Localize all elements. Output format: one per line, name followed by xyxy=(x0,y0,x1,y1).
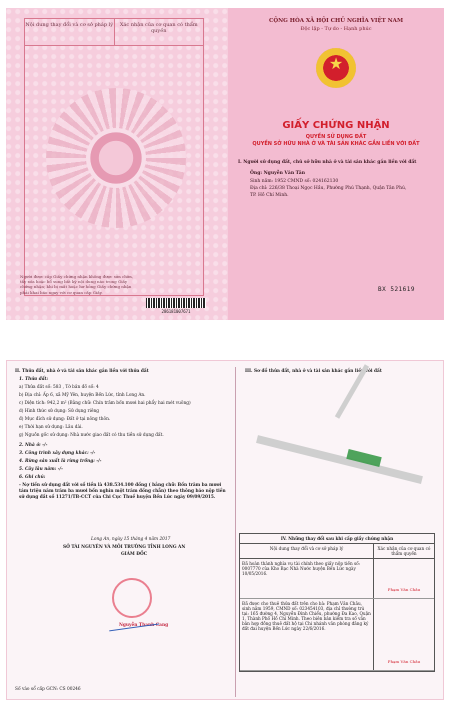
change-1-confirm: Phạm Văn Châu xyxy=(387,587,421,592)
national-emblem-icon: ★ xyxy=(316,48,356,88)
change-2-text: Đã được cho thuê thửa đất trên cho bà: Phạm Văn Châu, sinh năm 1959, CMND số: 023454103, địa chỉ thường trú tại: 165 đường 4, Nguyễn Đình Chiểu, phường Đa Kao, Quận 1, Thành Phố Hồ Chí Minh. Theo biên bản kiểm tra số văn bản hợp đồng thuê đất hộ tại Chi nhánh văn phòng đăng ký đất đai huyện Bến Lức ngày 22/6/2016. xyxy=(240,599,374,670)
nation-name: CỘNG HÒA XÃ HỘI CHỦ NGHĨA VIỆT NAM xyxy=(268,18,404,24)
house-line: 2. Nhà ở: -/- xyxy=(19,443,48,448)
signer-name: Nguyễn Thanh Cang xyxy=(119,623,169,628)
cover-front-panel xyxy=(228,8,444,320)
nation-motto: Độc lập - Tự do - Hạnh phúc xyxy=(300,26,372,32)
barcode-icon xyxy=(146,298,206,308)
building-line: 3. Công trình xây dựng khác: -/- xyxy=(19,451,96,456)
signer-position: GIÁM ĐỐC xyxy=(121,552,148,557)
crop-line: 5. Cây lâu năm: -/- xyxy=(19,467,63,472)
guilloche-center xyxy=(86,128,146,188)
changes-header-right: Xác nhận của cơ quan có thẩm quyền xyxy=(119,22,198,34)
section-3-heading: III. Sơ đồ thửa đất, nhà ở và tài sản khác gắn liền với đất xyxy=(245,369,382,374)
issue-date: Long An, ngày 15 tháng 4 năm 2017 xyxy=(91,537,171,542)
notes-heading: 6. Ghi chú: xyxy=(19,475,46,480)
address-line: b) Địa chỉ: Ấp 6, xã Mỹ Yên, huyện Bến Lức, tỉnh Long An. xyxy=(19,393,146,398)
changes-after-issue-table xyxy=(239,533,435,672)
forest-line: 4. Rừng sản xuất là rừng trồng: -/- xyxy=(19,459,102,464)
changes-table-header xyxy=(24,18,204,46)
register-number: Số vào sổ cấp GCN: CS 00246 xyxy=(15,687,81,692)
section-2-heading: II. Thửa đất, nhà ở và tài sản khác gắn liền với thửa đất xyxy=(15,369,149,374)
purpose-line: đ) Mục đích sử dụng: Đất ở tại nông thôn. xyxy=(19,417,111,422)
land-parcel-map xyxy=(247,375,437,525)
owner-birth: Sinh năm: 1952 CMND số: 024162130 xyxy=(250,179,339,184)
certificate-cover-sheet xyxy=(6,8,444,320)
owner-address-2: TP. Hồ Chí Minh. xyxy=(250,193,289,198)
change-1-text: Đã hoàn thành nghĩa vụ tài chính theo giấy nộp tiền số: 0007770 của Kho Bạc Nhà Nước huyện Bến Lức ngày 10/05/2016. xyxy=(240,559,374,598)
owner-name: Ông: Nguyễn Văn Tân xyxy=(250,171,305,176)
barcode-number: 286181007671 xyxy=(161,309,191,314)
col-confirmation: Xác nhận của cơ quan có thẩm quyền xyxy=(377,546,431,556)
certificate-inner-sheet xyxy=(6,360,444,700)
term-line: e) Thời hạn sử dụng: Lâu dài. xyxy=(19,425,83,430)
usage-form-line: d) Hình thức sử dụng: Sử dụng riêng xyxy=(19,409,100,414)
changes-columns xyxy=(240,544,434,559)
table-row xyxy=(240,559,434,599)
section-1-heading: I. Người sử dụng đất, chủ sở hữu nhà ở và tài sản khác gắn liền với đất xyxy=(238,160,417,165)
area-line: c) Diện tích: 942,2 m² (Bằng chữ: Chín trăm bốn mươi hai phẩy hai mét vuông) xyxy=(19,401,191,406)
section-4-heading: IV. Những thay đổi sau khi cấp giấy chứng nhận xyxy=(240,534,434,544)
certificate-subtitle-2: QUYỀN SỞ HỮU NHÀ Ở VÀ TÀI SẢN KHÁC GẮN LIỀN VỚI ĐẤT xyxy=(252,141,420,147)
certificate-subtitle-1: QUYỀN SỬ DỤNG ĐẤT xyxy=(305,134,367,140)
parcel-line: a) Thửa đất số: 583 , Tờ bản đồ số: 4 xyxy=(19,385,99,390)
issuing-department: SỞ TÀI NGUYÊN VÀ MÔI TRƯỜNG TỈNH LONG AN xyxy=(63,545,186,550)
column-divider xyxy=(235,367,236,697)
table-row xyxy=(240,599,434,671)
cover-back-panel xyxy=(6,8,218,320)
certificate-serial: BX 521619 xyxy=(378,286,416,293)
certificate-title: GIẤY CHỨNG NHẬN xyxy=(282,120,390,131)
origin-line: g) Nguồn gốc sử dụng: Nhà nước giao đất có thu tiền sử dụng đất. xyxy=(19,433,164,438)
land-heading: 1. Thửa đất: xyxy=(19,377,49,382)
col-change-content: Nội dung thay đổi và cơ sở pháp lý xyxy=(240,544,374,558)
change-2-confirm: Phạm Văn Châu xyxy=(387,659,421,664)
warning-note: Người được cấp Giấy chứng nhận không được sửa chữa, tẩy xóa hoặc bổ sung bất kỳ nội dung nào trong Giấy chứng nhận; khi bị mất hoặc hư hỏng Giấy chứng nhận phải khai báo ngay với cơ quan cấp Giấy. xyxy=(20,274,134,295)
notes-text: - Nợ tiền sử dụng đất với số tiền là 438.534.100 đồng ( bằng chữ: Bốn trăm ba mươi tám triệu năm trăm ba mươi bốn nghìn một trăm đồng chẵn) theo thông báo nộp tiền sử dụng đất số 11271/TB-CCT của Chi Cục Thuế huyện Bến Lức ngày 09/09/2015. xyxy=(19,483,226,500)
changes-header-left: Nội dung thay đổi và cơ sở pháp lý xyxy=(25,19,115,45)
owner-address-1: Địa chỉ: 226/38 Thoại Ngọc Hầu, Phường Phú Thạnh, Quận Tân Phú, xyxy=(250,186,407,191)
road-shape xyxy=(256,435,423,484)
